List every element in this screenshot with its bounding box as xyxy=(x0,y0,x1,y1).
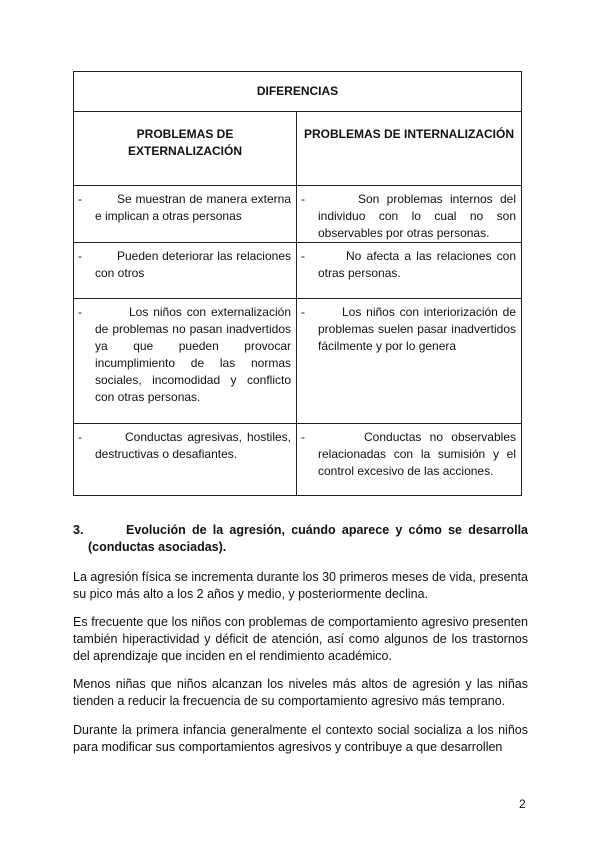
cell-text: Pueden deteriorar las relaciones con otros xyxy=(95,249,291,280)
bullet-dash: - xyxy=(301,249,305,263)
table-cell xyxy=(74,186,297,243)
table-title: DIFERENCIAS xyxy=(74,72,522,112)
page-number: 2 xyxy=(519,797,526,811)
header-externalization: PROBLEMAS DE EXTERNALIZACIÓN xyxy=(74,112,297,186)
section-heading xyxy=(73,522,528,556)
paragraph: La agresión física se incrementa durante los 30 primeros meses de vida, presenta su pico más alto a los 2 años y medio, y posteriormente declina. xyxy=(73,570,528,601)
cell-text: Se muestran de manera externa e implican a otras personas xyxy=(95,192,291,223)
cell-text: Son problemas internos del individuo con lo cual no son observables por otras personas. xyxy=(318,192,516,240)
table-cell xyxy=(74,299,297,424)
header-internalization: PROBLEMAS DE INTERNALIZACIÓN xyxy=(297,112,522,186)
section-number: 3. xyxy=(73,523,84,537)
bullet-dash: - xyxy=(78,430,82,444)
bullet-dash: - xyxy=(301,430,305,444)
bullet-dash: - xyxy=(301,192,305,206)
table-cell xyxy=(297,299,522,424)
cell-text: Los niños con interiorización de problemas suelen pasar inadvertidos fácilmente y por lo genera xyxy=(318,305,516,353)
bullet-dash: - xyxy=(301,305,305,319)
paragraph: Menos niñas que niños alcanzan los niveles más altos de agresión y las niñas tienden a reducir la frecuencia de su comportamiento agresivo más temprano. xyxy=(73,677,528,708)
table-cell xyxy=(74,424,297,496)
bullet-dash: - xyxy=(78,249,82,263)
cell-text: Conductas agresivas, hostiles, destructivas o desafiantes. xyxy=(95,430,291,461)
section-title-line2: (conductas asociadas). xyxy=(88,540,227,554)
cell-text: Conductas no observables relacionadas con la sumisión y el control excesivo de las acciones. xyxy=(318,430,516,478)
table-cell xyxy=(297,424,522,496)
table-cell xyxy=(74,243,297,299)
differences-table xyxy=(73,71,522,496)
cell-text: Los niños con externalización de problemas no pasan inadvertidos ya que pueden provocar incumplimiento de las normas sociales, incomodidad y conflicto con otras personas. xyxy=(95,305,291,404)
table-cell xyxy=(297,186,522,243)
cell-text: No afecta a las relaciones con otras personas. xyxy=(318,249,516,280)
bullet-dash: - xyxy=(78,192,82,206)
bullet-dash: - xyxy=(78,305,82,319)
paragraph: Es frecuente que los niños con problemas de comportamiento agresivo presenten también hiperactividad y déficit de atención, así como algunos de los trastornos del aprendizaje que inciden en el rendimiento académico. xyxy=(73,615,528,663)
paragraph: Durante la primera infancia generalmente el contexto social socializa a los niños para modificar sus comportamientos agresivos y contribuye a que desarrollen xyxy=(73,723,528,754)
section-title-line1: Evolución de la agresión, cuándo aparece y cómo se desarrolla xyxy=(126,523,528,537)
table-cell xyxy=(297,243,522,299)
